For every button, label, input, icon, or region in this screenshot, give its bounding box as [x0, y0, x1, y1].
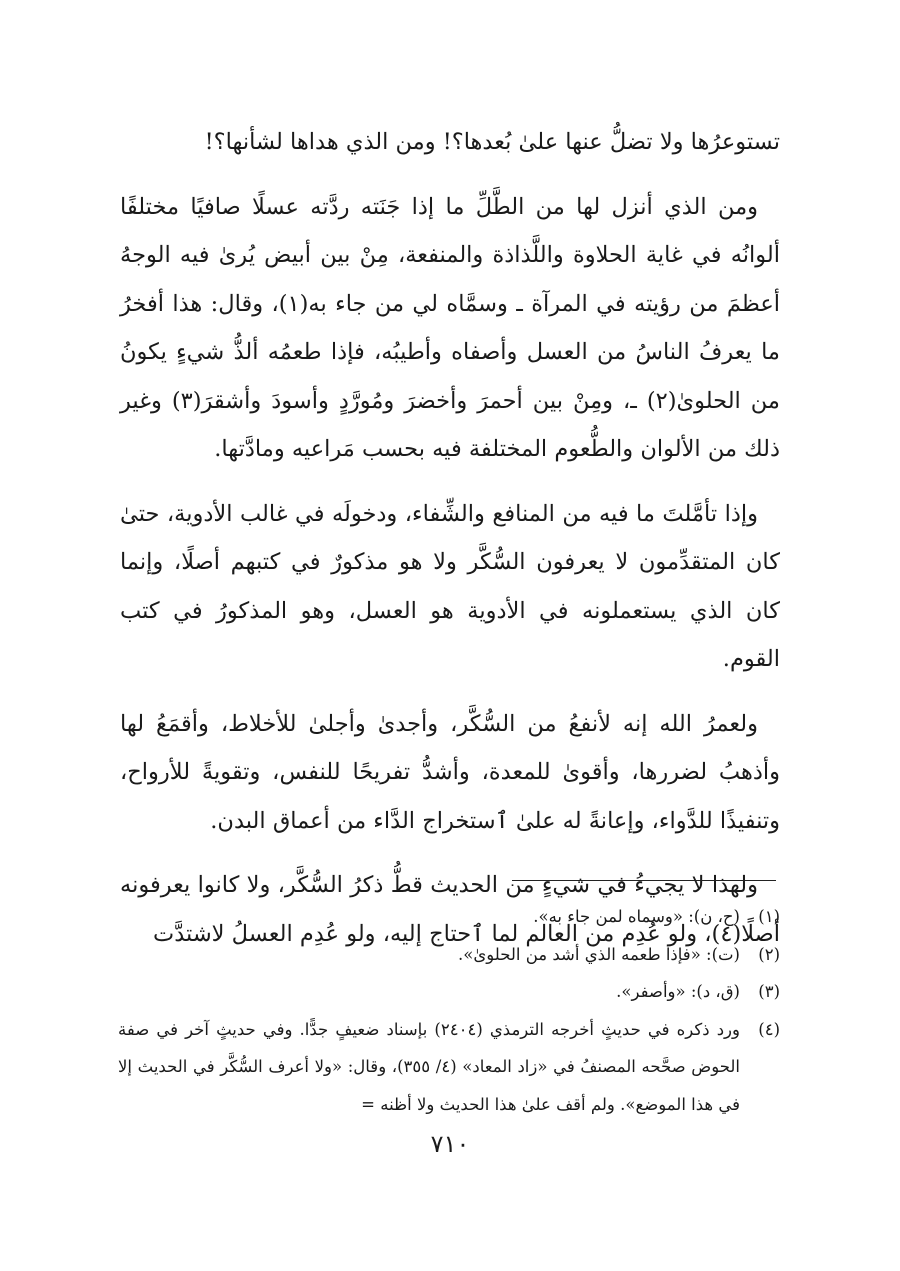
- footnote: [118, 936, 780, 974]
- paragraph: ولعمرُ الله إنه لأنفعُ من السُّكَّر، وأجدىٰ وأجلىٰ للأخلاط، وأقمَعُ لها وأذهبُ لضررها، وأقوىٰ للمعدة، وأشدُّ تفريحًا للنفس، وتقويةً للأرواح، وتنفيذًا للدَّواء، وإعانةً له علىٰ ٱستخراج الدَّاء من أعماق البدن.: [120, 710, 780, 834]
- footnote-number: (٢): [758, 944, 780, 964]
- footnote-number: (٣): [758, 982, 780, 1001]
- paragraph: ولهذا لا يجيءُ في شيءٍ من الحديث قطُّ ذكرُ السُّكَّر، ولا كانوا يعرفونه أصلًا(٤)، ولو عُدِم من العالم لما ٱحتاج إليه، ولو عُدِم العسلُ لاشتدَّت: [120, 872, 780, 947]
- footnote: [118, 898, 780, 936]
- footnote-divider: [512, 880, 776, 881]
- paragraph: تستوعرُها ولا تضلُّ عنها علىٰ بُعدها؟! ومن الذي هداها لشأنها؟!: [204, 129, 780, 155]
- page-number: ٧١٠: [430, 1130, 470, 1158]
- footnote-number: (١): [758, 907, 780, 926]
- footnote-number: (٤): [758, 1019, 780, 1039]
- footnotes: [118, 898, 780, 1123]
- footnote: [118, 1011, 780, 1124]
- paragraph: وإذا تأمَّلتَ ما فيه من المنافع والشِّفاء، ودخولَه في غالب الأدوية، حتىٰ كان المتقدِّمون لا يعرفون السُّكَّر ولا هو مذكورٌ في كتبهم أصلًا، وإنما كان الذي يستعملونه في الأدوية هو العسل، وهو المذكورُ في كتب القوم.: [120, 500, 780, 672]
- footnote-text: (ق، د): «وأصفر».: [616, 982, 740, 1001]
- paragraph: ومن الذي أنزل لها من الطَّلِّ ما إذا جَنَته ردَّته عسلًا صافيًا مختلفًا ألوانُه في غاية الحلاوة واللَّذاذة والمنفعة، مِنْ بين أبيض يُرىٰ فيه الوجهُ أعظمَ من رؤيته في المرآة ـ وسمَّاه لي من جاء به(١)، وقال: هذا أفخرُ ما يعرفُ الناسُ من العسل وأصفاه وأطيبُه، فإذا طعمُه ألذُّ شيءٍ يكونُ من الحلوىٰ(٢) ـ، ومِنْ بين أحمرَ وأخضرَ ومُورَّدٍ وأسودَ وأشقرَ(٣) وغير ذلك من الألوان والطُّعوم المختلفة فيه بحسب مَراعيه ومادَّتها.: [120, 193, 780, 462]
- footnote: [118, 973, 780, 1011]
- main-text: [120, 118, 780, 974]
- footnote-text: (ح، ن): «وسماه لمن جاء به».: [533, 907, 740, 926]
- footnote-text: ورد ذكره في حديثٍ أخرجه الترمذي (٢٤٠٤) بإسناد ضعيفٍ جدًّا. وفي حديثٍ آخر في صفة الحوض صحَّحه المصنفُ في «زاد المعاد» (٤/ ٣٥٥)، وقال: «ولا أعرف السُّكَّر في الحديث إلا في هذا الموضع». ولم أقف علىٰ هذا الحديث ولا أظنه =: [118, 1019, 740, 1114]
- footnote-text: (ت): «فإذا طعمه الذي أشد من الحلوىٰ».: [457, 944, 740, 964]
